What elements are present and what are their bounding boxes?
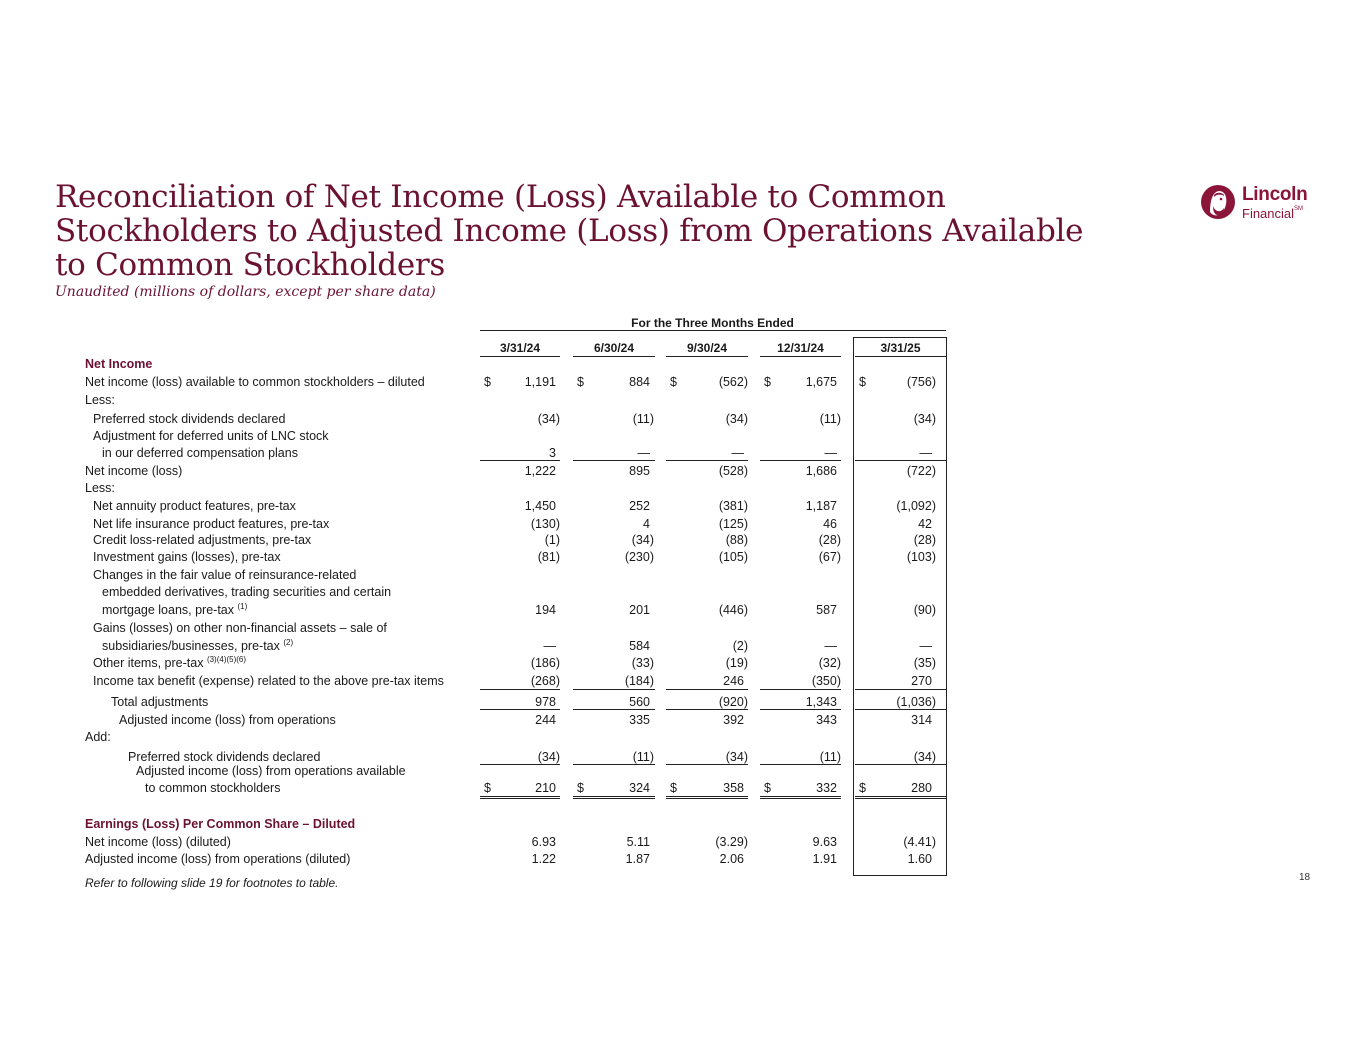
- period-header: 9/30/24: [686, 341, 728, 355]
- cell-value: (1,092): [896, 499, 936, 513]
- dollar-sign: $: [577, 375, 584, 389]
- row-label: Other items, pre-tax $^{(3)(4)(5)(6)}$: [93, 654, 247, 670]
- cell-value: 42: [918, 517, 932, 531]
- table-rule: [666, 689, 748, 690]
- value-cell: [666, 638, 748, 654]
- row-label: Less:: [85, 481, 115, 495]
- footnote-ref: (2): [283, 637, 294, 647]
- cell-value: 332: [816, 781, 837, 795]
- group-header-rule: [480, 330, 946, 331]
- dollar-sign: $: [484, 781, 491, 795]
- period-header: 6/30/24: [593, 341, 635, 355]
- table-row: [0, 584, 950, 600]
- table-row: [0, 620, 950, 636]
- value-cell: [760, 549, 841, 565]
- table-row: [0, 673, 950, 689]
- cell-value: (11): [819, 412, 841, 426]
- cell-value: —: [731, 446, 744, 460]
- table-row: [0, 411, 950, 427]
- cell-value: (35): [913, 656, 936, 670]
- table-row: [0, 729, 950, 745]
- cell-value: 1.60: [907, 852, 932, 866]
- row-label: Net life insurance product features, pre-tax: [93, 517, 330, 531]
- cell-value: 194: [535, 603, 556, 617]
- table-row: [0, 638, 950, 654]
- cell-value: 46: [823, 517, 837, 531]
- cell-value: (34): [631, 533, 654, 547]
- cell-value: 246: [723, 674, 744, 688]
- cell-value: (34): [913, 412, 936, 426]
- cell-value: 1,343: [805, 695, 837, 709]
- value-cell: [760, 694, 841, 710]
- value-cell: [760, 498, 841, 514]
- cell-value: (528): [718, 464, 748, 478]
- table-rule: [480, 689, 560, 690]
- value-cell: [760, 532, 841, 548]
- value-cell: [573, 694, 654, 710]
- table-row: [0, 712, 950, 728]
- row-label: Less:: [85, 393, 115, 407]
- value-cell: [573, 834, 654, 850]
- cell-value: (230): [624, 550, 654, 564]
- cell-value: 358: [723, 781, 744, 795]
- value-cell: [480, 549, 560, 565]
- cell-value: 244: [535, 713, 556, 727]
- cell-value: 1,686: [805, 464, 837, 478]
- cell-value: (34): [537, 412, 560, 426]
- table-rule: [480, 460, 560, 461]
- value-cell: [573, 851, 654, 867]
- cell-value: (67): [818, 550, 841, 564]
- table-rule: [666, 460, 748, 461]
- cell-value: (350): [811, 674, 841, 688]
- value-cell: [480, 673, 560, 689]
- value-cell: [760, 851, 841, 867]
- value-cell: [480, 463, 560, 479]
- logo-text-lincoln: Lincoln: [1242, 184, 1308, 205]
- value-cell: [666, 374, 748, 390]
- lincoln-portrait-icon: [1200, 182, 1236, 222]
- cell-value: —: [637, 446, 650, 460]
- cell-value: (33): [631, 656, 654, 670]
- cell-value: 1.87: [625, 852, 650, 866]
- table-row: [0, 516, 950, 532]
- table-rule: [573, 764, 655, 765]
- dollar-sign: $: [764, 375, 771, 389]
- value-cell: [480, 532, 560, 548]
- cell-value: 895: [629, 464, 650, 478]
- row-label: in our deferred compensation plans: [102, 446, 298, 460]
- cell-value: 1,187: [805, 499, 837, 513]
- cell-value: —: [919, 446, 932, 460]
- value-cell: [760, 411, 841, 427]
- table-rule: [760, 689, 841, 690]
- dollar-sign: $: [764, 781, 771, 795]
- value-cell: [480, 780, 560, 796]
- cell-value: 252: [629, 499, 650, 513]
- cell-value: 314: [911, 713, 932, 727]
- row-label: mortgage loans, pre-tax $^{(1)}$: [102, 601, 248, 617]
- table-rule: [666, 796, 748, 799]
- table-row: [0, 463, 950, 479]
- value-cell: [480, 834, 560, 850]
- value-cell: [666, 463, 748, 479]
- value-cell: [760, 445, 841, 461]
- cell-value: 978: [535, 695, 556, 709]
- value-cell: [573, 655, 654, 671]
- cell-value: 884: [629, 375, 650, 389]
- value-cell: [573, 673, 654, 689]
- cell-value: (34): [913, 750, 936, 764]
- dollar-sign: $: [670, 375, 677, 389]
- value-cell: [666, 549, 748, 565]
- cell-value: (90): [913, 603, 936, 617]
- value-cell: [666, 851, 748, 867]
- value-cell: [760, 463, 841, 479]
- cell-value: 584: [629, 639, 650, 653]
- table-row: [0, 374, 950, 390]
- cell-value: (28): [913, 533, 936, 547]
- dollar-sign: $: [859, 375, 866, 389]
- cell-value: (34): [725, 750, 748, 764]
- value-cell: [666, 655, 748, 671]
- cell-value: (186): [530, 656, 560, 670]
- table-rule: [760, 709, 841, 710]
- value-cell: [573, 780, 654, 796]
- cell-value: (130): [530, 517, 560, 531]
- row-label: Preferred stock dividends declared: [128, 750, 321, 764]
- cell-value: (1): [544, 533, 560, 547]
- cell-value: (3.29): [715, 835, 748, 849]
- cell-value: (11): [632, 412, 654, 426]
- row-label: to common stockholders: [145, 781, 281, 795]
- cell-value: (32): [818, 656, 841, 670]
- cell-value: 4: [643, 517, 650, 531]
- logo-financial-word: Financial: [1242, 206, 1295, 221]
- cell-value: 210: [535, 781, 556, 795]
- cell-value: (88): [725, 533, 748, 547]
- value-cell: [573, 445, 654, 461]
- cell-value: (28): [818, 533, 841, 547]
- table-row: [0, 532, 950, 548]
- table-rule: [480, 709, 560, 710]
- value-cell: [760, 374, 841, 390]
- cell-value: (81): [537, 550, 560, 564]
- row-label: Credit loss-related adjustments, pre-tax: [93, 533, 312, 547]
- table-row: [0, 602, 950, 618]
- cell-value: (125): [718, 517, 748, 531]
- row-label: Changes in the fair value of reinsurance-related: [93, 568, 357, 582]
- cell-value: (19): [725, 656, 748, 670]
- cell-value: (722): [906, 464, 936, 478]
- value-cell: [666, 532, 748, 548]
- table-rule: [760, 796, 841, 799]
- cell-value: (756): [906, 375, 936, 389]
- row-label: Net income (loss) (diluted): [85, 835, 231, 849]
- row-label: subsidiaries/businesses, pre-tax $^{(2)}$: [102, 637, 294, 653]
- cell-value: 270: [911, 674, 932, 688]
- value-cell: [666, 445, 748, 461]
- row-label: Income tax benefit (expense) related to the above pre-tax items: [93, 674, 444, 688]
- table-rule: [666, 709, 748, 710]
- value-cell: [480, 851, 560, 867]
- dollar-sign: $: [577, 781, 584, 795]
- table-row: [0, 428, 950, 444]
- dollar-sign: $: [670, 781, 677, 795]
- cell-value: 1,222: [524, 464, 556, 478]
- cell-value: (562): [718, 375, 748, 389]
- value-cell: [666, 411, 748, 427]
- period-header: 3/31/25: [880, 341, 921, 355]
- page-number: 18: [1299, 872, 1311, 883]
- value-cell: [760, 638, 841, 654]
- table-row: [0, 694, 950, 710]
- row-label: Earnings (Loss) Per Common Share – Diluted: [85, 817, 356, 831]
- cell-value: (184): [624, 674, 654, 688]
- value-cell: [666, 694, 748, 710]
- table-row: [0, 498, 950, 514]
- cell-value: 335: [629, 713, 650, 727]
- table-row: [0, 549, 950, 565]
- row-label: Add:: [85, 730, 111, 744]
- value-cell: [480, 694, 560, 710]
- cell-value: (11): [632, 750, 654, 764]
- table-footnote: Refer to following slide 19 for footnotes to table.: [85, 876, 339, 890]
- table-rule: [760, 460, 841, 461]
- table-row: [0, 392, 950, 408]
- row-label: Adjustment for deferred units of LNC stock: [93, 429, 329, 443]
- row-label: Gains (losses) on other non-financial assets – sale of: [93, 621, 387, 635]
- table-rule: [480, 764, 560, 765]
- page-subtitle: Unaudited (millions of dollars, except per share data): [55, 284, 436, 300]
- value-cell: [480, 374, 560, 390]
- cell-value: (105): [718, 550, 748, 564]
- cell-value: 1.22: [531, 852, 556, 866]
- cell-value: (1,036): [896, 695, 936, 709]
- cell-value: 3: [549, 446, 556, 460]
- cell-value: (11): [819, 750, 841, 764]
- value-cell: [666, 712, 748, 728]
- footnote-ref: (1): [237, 601, 248, 611]
- value-cell: [573, 602, 654, 618]
- value-cell: [760, 602, 841, 618]
- cell-value: 1,675: [805, 375, 837, 389]
- value-cell: [760, 516, 841, 532]
- value-cell: [480, 498, 560, 514]
- row-label: Net annuity product features, pre-tax: [93, 499, 296, 513]
- table-rule: [573, 689, 655, 690]
- cell-value: —: [543, 639, 556, 653]
- value-cell: [480, 445, 560, 461]
- value-cell: [480, 638, 560, 654]
- value-cell: [573, 498, 654, 514]
- dollar-sign: $: [484, 375, 491, 389]
- table-row: [0, 567, 950, 583]
- cell-value: (103): [906, 550, 936, 564]
- row-label: Adjusted income (loss) from operations: [119, 713, 336, 727]
- cell-value: 324: [629, 781, 650, 795]
- row-label: Net income (loss): [85, 464, 183, 478]
- cell-value: (381): [718, 499, 748, 513]
- cell-value: 201: [629, 603, 650, 617]
- cell-value: 280: [911, 781, 932, 795]
- value-cell: [573, 463, 654, 479]
- cell-value: 392: [723, 713, 744, 727]
- value-cell: [573, 549, 654, 565]
- row-label: Net Income: [85, 357, 153, 371]
- value-cell: [760, 834, 841, 850]
- value-cell: [573, 374, 654, 390]
- cell-value: —: [919, 639, 932, 653]
- cell-value: —: [824, 639, 837, 653]
- table-rule: [573, 460, 655, 461]
- period-header: 3/31/24: [499, 341, 541, 355]
- value-cell: [666, 516, 748, 532]
- cell-value: (446): [718, 603, 748, 617]
- value-cell: [573, 638, 654, 654]
- table-row: [0, 763, 950, 779]
- value-cell: [666, 498, 748, 514]
- value-cell: [480, 411, 560, 427]
- value-cell: [573, 712, 654, 728]
- row-label: embedded derivatives, trading securities and certain: [102, 585, 392, 599]
- cell-value: 9.63: [812, 835, 837, 849]
- value-cell: [480, 655, 560, 671]
- value-cell: [666, 673, 748, 689]
- section-heading-row: [0, 816, 950, 832]
- logo-trademark: SM: [1294, 206, 1304, 212]
- value-cell: [573, 411, 654, 427]
- cell-value: 587: [816, 603, 837, 617]
- cell-value: (4.41): [903, 835, 936, 849]
- value-cell: [666, 834, 748, 850]
- page-title: Reconciliation of Net Income (Loss) Available to Common Stockholders to Adjusted Income (Loss) from Operations Available to Common Stockholders: [55, 179, 1084, 283]
- cell-value: 6.93: [531, 835, 556, 849]
- row-label: Preferred stock dividends declared: [93, 412, 286, 426]
- group-header: For the Three Months Ended: [631, 316, 794, 330]
- cell-value: (34): [537, 750, 560, 764]
- cell-value: 1,450: [524, 499, 556, 513]
- section-heading-row: [0, 356, 950, 372]
- logo-text-financial: [1242, 206, 1303, 221]
- table-row: [0, 851, 950, 867]
- value-cell: [760, 673, 841, 689]
- value-cell: [760, 780, 841, 796]
- row-label: Adjusted income (loss) from operations available: [136, 764, 406, 778]
- row-label: Investment gains (losses), pre-tax: [93, 550, 281, 564]
- value-cell: [573, 516, 654, 532]
- table-row: [0, 834, 950, 850]
- value-cell: [480, 516, 560, 532]
- dollar-sign: $: [859, 781, 866, 795]
- value-cell: [480, 602, 560, 618]
- value-cell: [480, 712, 560, 728]
- footnote-ref: (3)(4)(5)(6): [206, 654, 247, 664]
- cell-value: 5.11: [626, 835, 650, 849]
- table-row: [0, 445, 950, 461]
- cell-value: 1,191: [524, 375, 556, 389]
- cell-value: (920): [718, 695, 748, 709]
- table-rule: [760, 764, 841, 765]
- cell-value: 560: [629, 695, 650, 709]
- period-header: 12/31/24: [777, 341, 824, 355]
- table-rule: [573, 796, 655, 799]
- value-cell: [573, 532, 654, 548]
- latest-period-frame: [853, 337, 947, 876]
- value-cell: [760, 712, 841, 728]
- cell-value: —: [824, 446, 837, 460]
- table-rule: [666, 764, 748, 765]
- cell-value: (34): [725, 412, 748, 426]
- table-row: [0, 655, 950, 671]
- table-row: [0, 780, 950, 796]
- lincoln-financial-logo: [1200, 182, 1315, 224]
- table-row: [0, 480, 950, 496]
- cell-value: (268): [530, 674, 560, 688]
- cell-value: 1.91: [812, 852, 837, 866]
- value-cell: [666, 602, 748, 618]
- row-label: Net income (loss) available to common stockholders – diluted: [85, 375, 425, 389]
- cell-value: 343: [816, 713, 837, 727]
- row-label: Total adjustments: [111, 695, 209, 709]
- cell-value: (2): [732, 639, 748, 653]
- value-cell: [760, 655, 841, 671]
- table-rule: [573, 709, 655, 710]
- row-label: Adjusted income (loss) from operations (diluted): [85, 852, 351, 866]
- table-rule: [480, 796, 560, 799]
- cell-value: 2.06: [719, 852, 744, 866]
- value-cell: [666, 780, 748, 796]
